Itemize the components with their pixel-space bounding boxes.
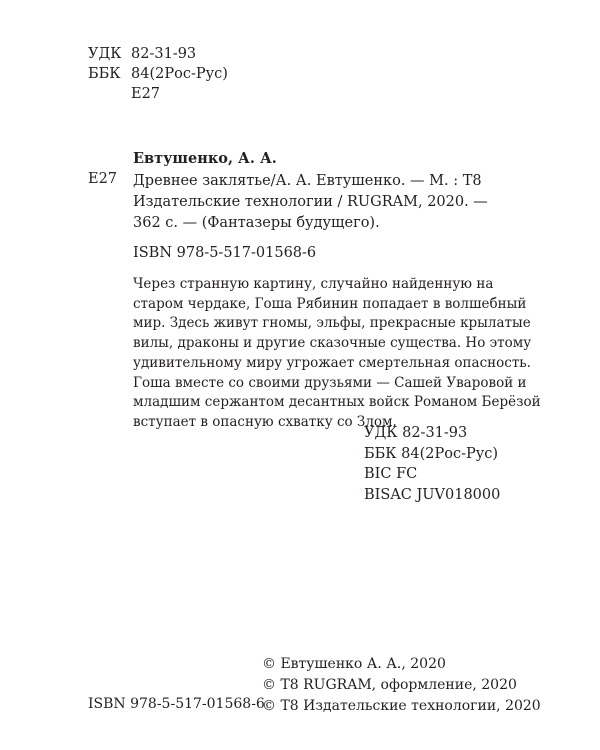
annotation-line: старом чердаке, Гоша Рябинин попадает в волшебный	[133, 295, 527, 312]
bbk-value: 84(2Рос-Рус)	[131, 66, 228, 82]
bibliographic-description	[133, 171, 488, 234]
udk-code: УДК 82-31-93	[364, 425, 468, 441]
copyright-line: © Т8 RUGRAM, оформление, 2020	[262, 677, 517, 693]
bbk-row	[88, 64, 228, 84]
classification-codes	[364, 423, 500, 505]
annotation-line: удивительному миру угрожает смертельная опасность.	[133, 354, 531, 371]
author-mark-top: Е27	[131, 86, 161, 102]
copyright-line: © Т8 Издательские технологии, 2020	[262, 698, 541, 714]
author-heading: Евтушенко, А. А.	[133, 150, 277, 167]
bbk-label: ББК	[88, 66, 121, 82]
annotation-line: младшим сержантом десантных войск Романом Берёзой	[133, 394, 541, 411]
bic-code: BIC FC	[364, 466, 418, 482]
top-classification-block	[88, 44, 228, 104]
isbn-footer: ISBN 978-5-517-01568-6	[88, 696, 265, 712]
annotation-line: вилы, драконы и другие сказочные существа. Но этому	[133, 335, 532, 352]
biblio-line: Издательские технологии / RUGRAM, 2020. —	[133, 194, 488, 210]
author-mark-row	[88, 84, 228, 104]
biblio-line: Древнее заклятье/А. А. Евтушенко. — М. : Т8	[133, 173, 482, 189]
annotation-line: вступает в опасную схватку со Злом.	[133, 413, 397, 430]
copyright-block	[262, 654, 541, 717]
annotation-line: Через странную картину, случайно найденную на	[133, 276, 494, 292]
biblio-line: 362 с. — (Фантазеры будущего).	[133, 215, 380, 231]
copyright-line: © Евтушенко А. А., 2020	[262, 656, 446, 672]
bbk-code: ББК 84(2Рос-Рус)	[364, 445, 499, 462]
bisac-code: BISAC JUV018000	[364, 486, 501, 503]
udk-label: УДК	[88, 46, 122, 62]
annotation	[133, 275, 541, 433]
isbn-entry: ISBN 978-5-517-01568-6	[133, 245, 317, 261]
annotation-line: Гоша вместе со своими друзьями — Сашей Уваровой и	[133, 374, 527, 391]
author-mark: Е27	[88, 171, 118, 187]
udk-row	[88, 44, 228, 64]
udk-value: 82-31-93	[131, 46, 197, 62]
annotation-line: мир. Здесь живут гномы, эльфы, прекрасные крылатые	[133, 315, 531, 332]
